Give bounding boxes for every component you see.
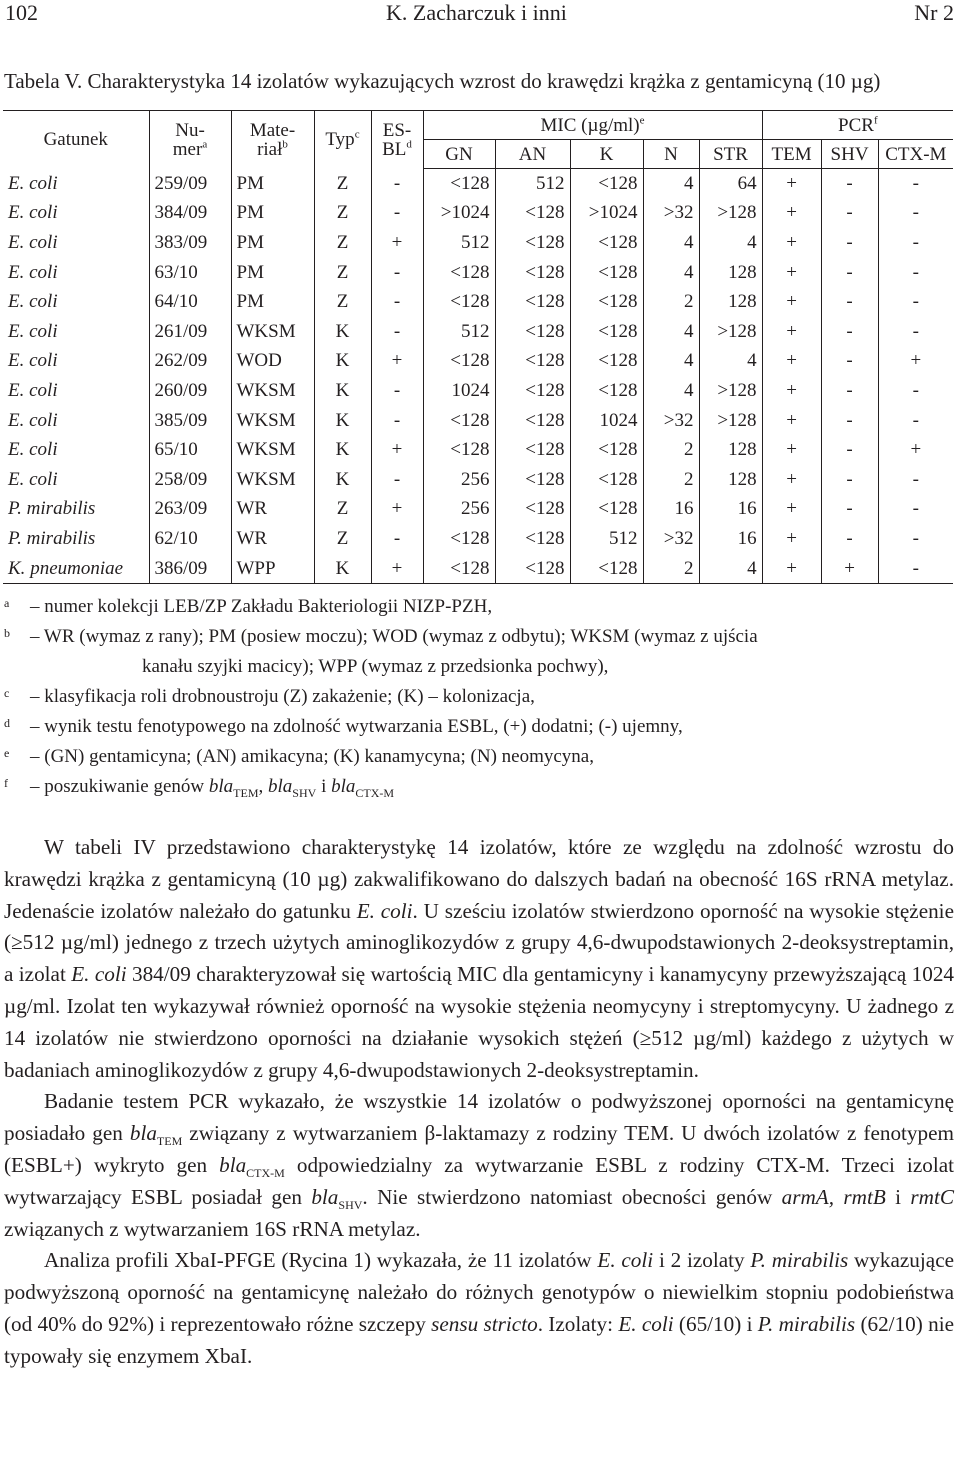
cell-typ: Z: [314, 228, 371, 258]
cell-ctx: -: [912, 527, 919, 549]
cell-esbl: +: [371, 435, 423, 465]
cell-material: WKSM: [231, 406, 314, 436]
cell-ctx: +: [910, 439, 922, 461]
cell-gn: <128: [423, 554, 495, 584]
cell-str: 64: [699, 169, 762, 199]
cell-str: >128: [699, 376, 762, 406]
cell-gatunek: E. coli: [3, 435, 149, 465]
table-row: [3, 524, 953, 554]
cell-gatunek: E. coli: [3, 169, 149, 199]
cell-numer: 384/09: [149, 199, 231, 229]
cell-gatunek: E. coli: [3, 347, 149, 377]
cell-gatunek: E. coli: [3, 199, 149, 229]
cell-gatunek: P. mirabilis: [3, 495, 149, 525]
cell-numer: 385/09: [149, 406, 231, 436]
cell-esbl: +: [371, 347, 423, 377]
cell-typ: K: [314, 406, 371, 436]
col-header-gatunek: Gatunek: [3, 111, 149, 169]
table-row: [3, 258, 953, 288]
cell-k: <128: [570, 228, 643, 258]
cell-an: <128: [495, 287, 570, 317]
cell-n: >32: [643, 406, 699, 436]
cell-an: 512: [495, 169, 570, 199]
cell-numer: 63/10: [149, 258, 231, 288]
cell-shv: -: [821, 258, 878, 288]
cell-ctx: -: [912, 468, 919, 490]
col-header-typ: Typ$^c$: [314, 111, 371, 169]
cell-n: 4: [643, 347, 699, 377]
col-header-shv: SHV: [821, 140, 878, 169]
cell-ctx: -: [912, 498, 919, 520]
cell-n: 4: [643, 169, 699, 199]
cell-typ: K: [314, 376, 371, 406]
cell-gatunek: E. coli: [3, 406, 149, 436]
cell-str: >128: [699, 406, 762, 436]
cell-n: 4: [643, 258, 699, 288]
cell-an: <128: [495, 347, 570, 377]
cell-ctx: -: [912, 172, 919, 194]
cell-material: PM: [231, 228, 314, 258]
table-row: [3, 228, 953, 258]
cell-an: <128: [495, 228, 570, 258]
cell-gn: <128: [423, 287, 495, 317]
cell-esbl: -: [371, 406, 423, 436]
footnote-c: c – klasyfikacja roli drobnoustroju (Z) zakażenie; (K) – kolonizacja,: [4, 686, 535, 707]
cell-k: <128: [570, 317, 643, 347]
cell-shv: -: [821, 406, 878, 436]
footnote-b-continued: kanału szyjki macicy); WPP (wymaz z przedsionka pochwy),: [142, 656, 609, 677]
cell-tem: +: [762, 228, 821, 258]
cell-numer: 263/09: [149, 495, 231, 525]
cell-typ: K: [314, 347, 371, 377]
table-row: [3, 347, 953, 377]
cell-tem: +: [762, 199, 821, 229]
cell-tem: +: [762, 554, 821, 584]
cell-str: 16: [699, 495, 762, 525]
cell-n: 4: [643, 228, 699, 258]
cell-str: >128: [699, 199, 762, 229]
col-header-n: N: [643, 140, 699, 169]
col-header-mic: MIC $(\mu g/ml)^e$: [423, 111, 762, 140]
cell-material: WKSM: [231, 465, 314, 495]
cell-ctx: -: [912, 202, 919, 224]
cell-tem: +: [762, 465, 821, 495]
footnote-f: f – poszukiwanie genów bla$_{TEM}$, bla$_{SHV}$ i bla$_{CTX-M}$: [4, 776, 395, 800]
cell-esbl: -: [371, 465, 423, 495]
cell-k: <128: [570, 435, 643, 465]
cell-gn: <128: [423, 347, 495, 377]
cell-esbl: -: [371, 317, 423, 347]
cell-ctx: -: [912, 261, 919, 283]
cell-shv: -: [821, 347, 878, 377]
cell-gatunek: E. coli: [3, 376, 149, 406]
cell-str: 4: [699, 554, 762, 584]
cell-n: 2: [643, 554, 699, 584]
col-header-ctx-m: CTX-M: [878, 140, 953, 169]
cell-n: 2: [643, 465, 699, 495]
cell-gn: 512: [423, 317, 495, 347]
cell-shv: -: [821, 435, 878, 465]
cell-gatunek: E. coli: [3, 317, 149, 347]
cell-str: 128: [699, 465, 762, 495]
isolates-table: [3, 110, 953, 584]
cell-esbl: -: [371, 524, 423, 554]
col-header-an: AN: [495, 140, 570, 169]
cell-esbl: -: [371, 199, 423, 229]
cell-str: 4: [699, 228, 762, 258]
cell-tem: +: [762, 287, 821, 317]
col-header-str: STR: [699, 140, 762, 169]
cell-an: <128: [495, 435, 570, 465]
cell-gn: 512: [423, 228, 495, 258]
cell-gatunek: E. coli: [3, 228, 149, 258]
table-row: [3, 376, 953, 406]
cell-numer: 260/09: [149, 376, 231, 406]
cell-n: 16: [643, 495, 699, 525]
cell-an: <128: [495, 376, 570, 406]
cell-typ: K: [314, 465, 371, 495]
cell-typ: Z: [314, 524, 371, 554]
cell-an: <128: [495, 317, 570, 347]
cell-shv: -: [821, 524, 878, 554]
cell-ctx: +: [910, 350, 922, 372]
issue-number: Nr 2: [914, 0, 954, 25]
running-header: [0, 0, 960, 30]
table-row: [3, 435, 953, 465]
footnote-b: b – WR (wymaz z rany); PM (posiew moczu); WOD (wymaz z odbytu); WKSM (wymaz z ujścia: [4, 626, 758, 647]
cell-gn: 256: [423, 495, 495, 525]
cell-k: <128: [570, 376, 643, 406]
col-header-gn: GN: [423, 140, 495, 169]
cell-material: WOD: [231, 347, 314, 377]
cell-shv: -: [821, 495, 878, 525]
cell-k: <128: [570, 287, 643, 317]
cell-material: WR: [231, 524, 314, 554]
cell-n: >32: [643, 524, 699, 554]
cell-an: <128: [495, 258, 570, 288]
cell-numer: 62/10: [149, 524, 231, 554]
col-header-material: Mate- riał$^b$: [231, 111, 314, 169]
col-header-pcr: PCR$^f$: [762, 111, 953, 140]
cell-material: PM: [231, 199, 314, 229]
cell-material: WR: [231, 495, 314, 525]
cell-gatunek: E. coli: [3, 258, 149, 288]
page-number: 102: [5, 0, 38, 25]
cell-str: 4: [699, 347, 762, 377]
cell-esbl: +: [371, 228, 423, 258]
cell-typ: K: [314, 435, 371, 465]
cell-k: <128: [570, 495, 643, 525]
cell-gatunek: E. coli: [3, 287, 149, 317]
cell-typ: K: [314, 554, 371, 584]
cell-an: <128: [495, 524, 570, 554]
table-row: [3, 465, 953, 495]
cell-typ: K: [314, 317, 371, 347]
cell-numer: 261/09: [149, 317, 231, 347]
cell-typ: Z: [314, 258, 371, 288]
cell-esbl: -: [371, 287, 423, 317]
cell-gn: <128: [423, 435, 495, 465]
cell-n: 2: [643, 287, 699, 317]
paragraph-2: Badanie testem PCR wykazało, że wszystkie 14 izolatów o podwyższonej oporności na gentamicynę posiadało gen bla$_{TEM}$ związany z wytwarzaniem β-laktamazy z rodziny TEM. U dwóch izolatów z fenotypem (ESBL+) wykryto gen bla$_{CTX-M}$ odpowiedzialny za wytwarzanie ESBL z rodziny CTX-M. Trzeci izolat wytwarzający ESBL posiadał gen bla$_{SHV}$. Nie stwierdzono natomiast obecności genów armA, rmtB i rmtC związanych z wytwarzaniem 16S rRNA metylaz.: [4, 1089, 954, 1241]
cell-tem: +: [762, 524, 821, 554]
cell-esbl: +: [371, 495, 423, 525]
cell-esbl: +: [371, 554, 423, 584]
cell-typ: Z: [314, 199, 371, 229]
table-row: [3, 406, 953, 436]
table-footnotes: [4, 592, 956, 802]
cell-tem: +: [762, 169, 821, 199]
cell-str: 128: [699, 287, 762, 317]
cell-shv: -: [821, 169, 878, 199]
cell-numer: 64/10: [149, 287, 231, 317]
cell-n: 4: [643, 376, 699, 406]
table-row: [3, 317, 953, 347]
cell-shv: -: [821, 317, 878, 347]
cell-shv: -: [821, 465, 878, 495]
cell-an: <128: [495, 406, 570, 436]
cell-material: PM: [231, 287, 314, 317]
running-authors: K. Zacharczuk i inni: [386, 0, 567, 25]
cell-gn: <128: [423, 169, 495, 199]
cell-tem: +: [762, 347, 821, 377]
cell-k: <128: [570, 169, 643, 199]
cell-k: <128: [570, 347, 643, 377]
table-row: [3, 199, 953, 229]
cell-tem: +: [762, 376, 821, 406]
cell-esbl: -: [371, 376, 423, 406]
cell-gn: <128: [423, 524, 495, 554]
cell-numer: 383/09: [149, 228, 231, 258]
cell-numer: 262/09: [149, 347, 231, 377]
cell-ctx: -: [912, 320, 919, 342]
cell-gatunek: K. pneumoniae: [3, 554, 149, 584]
cell-str: >128: [699, 317, 762, 347]
cell-k: 512: [570, 524, 643, 554]
cell-n: 4: [643, 317, 699, 347]
col-header-numer: Nu- mer$^a$: [149, 111, 231, 169]
cell-an: <128: [495, 495, 570, 525]
cell-material: PM: [231, 169, 314, 199]
cell-gn: <128: [423, 258, 495, 288]
cell-numer: 259/09: [149, 169, 231, 199]
table-body: [3, 169, 953, 584]
col-header-tem: TEM: [762, 140, 821, 169]
cell-str: 16: [699, 524, 762, 554]
cell-ctx: -: [912, 379, 919, 401]
cell-tem: +: [762, 435, 821, 465]
cell-material: PM: [231, 258, 314, 288]
cell-esbl: -: [371, 169, 423, 199]
col-header-esbl: ES- $BL^d$: [371, 111, 423, 169]
cell-shv: -: [821, 287, 878, 317]
cell-shv: -: [821, 228, 878, 258]
cell-k: >1024: [570, 199, 643, 229]
cell-gatunek: E. coli: [3, 465, 149, 495]
cell-gn: 1024: [423, 376, 495, 406]
cell-k: <128: [570, 465, 643, 495]
cell-ctx: -: [912, 291, 919, 313]
cell-shv: +: [821, 554, 878, 584]
cell-gatunek: P. mirabilis: [3, 524, 149, 554]
cell-an: <128: [495, 554, 570, 584]
cell-material: WKSM: [231, 435, 314, 465]
footnote-e: e – (GN) gentamicyna; (AN) amikacyna; (K) kanamycyna; (N) neomycyna,: [4, 746, 594, 767]
cell-n: >32: [643, 199, 699, 229]
cell-numer: 258/09: [149, 465, 231, 495]
cell-n: 2: [643, 435, 699, 465]
cell-typ: Z: [314, 287, 371, 317]
cell-str: 128: [699, 258, 762, 288]
cell-material: WKSM: [231, 376, 314, 406]
cell-typ: Z: [314, 495, 371, 525]
table-row: [3, 169, 953, 199]
cell-gn: >1024: [423, 199, 495, 229]
cell-an: <128: [495, 199, 570, 229]
cell-numer: 65/10: [149, 435, 231, 465]
cell-gn: <128: [423, 406, 495, 436]
cell-an: <128: [495, 465, 570, 495]
cell-k: <128: [570, 554, 643, 584]
footnote-a: a – numer kolekcji LEB/ZP Zakładu Bakteriologii NIZP-PZH,: [4, 596, 493, 617]
cell-gn: 256: [423, 465, 495, 495]
table-caption: Tabela V. Charakterystyka 14 izolatów wykazujących wzrost do krawędzi krążka z gentamicyną (10 µg): [4, 69, 881, 93]
cell-str: 128: [699, 435, 762, 465]
cell-material: WPP: [231, 554, 314, 584]
cell-tem: +: [762, 495, 821, 525]
footnote-d: d – wynik testu fenotypowego na zdolność wytwarzania ESBL, (+) dodatni; (-) ujemny,: [4, 716, 683, 737]
cell-k: <128: [570, 258, 643, 288]
cell-tem: +: [762, 317, 821, 347]
cell-tem: +: [762, 406, 821, 436]
cell-tem: +: [762, 258, 821, 288]
body-text: [4, 832, 954, 1373]
cell-material: WKSM: [231, 317, 314, 347]
table-row: [3, 554, 953, 584]
cell-esbl: -: [371, 258, 423, 288]
table-row: [3, 287, 953, 317]
table-row: [3, 495, 953, 525]
cell-numer: 386/09: [149, 554, 231, 584]
cell-ctx: -: [912, 409, 919, 431]
paragraph-1: W tabeli IV przedstawiono charakterystykę 14 izolatów, które ze względu na zdolność wzrostu do krawędzi krążka z gentamicyną (10 µg) zakwalifikowano do dalszych badań na obecność 16S rRNA metylaz. Jedenaście izolatów należało do gatunku E. coli. U sześciu izolatów stwierdzono oporność na wysokie stężenie (≥512 µg/ml) jednego z trzech użytych aminoglikozydów z grupy 4,6-dwupodstawionych 2-deoksystreptamin, a izolat E. coli 384/09 charakteryzował się wartością MIC dla gentamicyny i kanamycyny przewyższającą 1024 µg/ml. Izolat ten wykazywał również oporność na wysokie stężenia neomycyny i streptomycyny. U żadnego z 14 izolatów nie stwierdzono oporności na działanie wysokich stężeń (≥512 µg/ml) każdego z użytych w badaniach aminoglikozydów z grupy 4,6-dwupodstawionych 2-deoksystreptamin.: [4, 835, 955, 1082]
cell-shv: -: [821, 376, 878, 406]
cell-ctx: -: [912, 231, 919, 253]
cell-ctx: -: [878, 554, 953, 584]
cell-shv: -: [821, 199, 878, 229]
cell-k: 1024: [570, 406, 643, 436]
paragraph-3: Analiza profili XbaI-PFGE (Rycina 1) wykazała, że 11 izolatów E. coli i 2 izolaty P. mirabilis wykazujące podwyższoną oporność na gentamicynę należało do różnych genotypów o niewielkim stopniu podobieństwa (od 40% do 92%) i reprezentowało różne szczepy sensu stricto. Izolaty: E. coli (65/10) i P. mirabilis (62/10) nie typowały się enzymem XbaI.: [4, 1248, 955, 1368]
col-header-k: K: [570, 140, 643, 169]
cell-typ: Z: [314, 169, 371, 199]
